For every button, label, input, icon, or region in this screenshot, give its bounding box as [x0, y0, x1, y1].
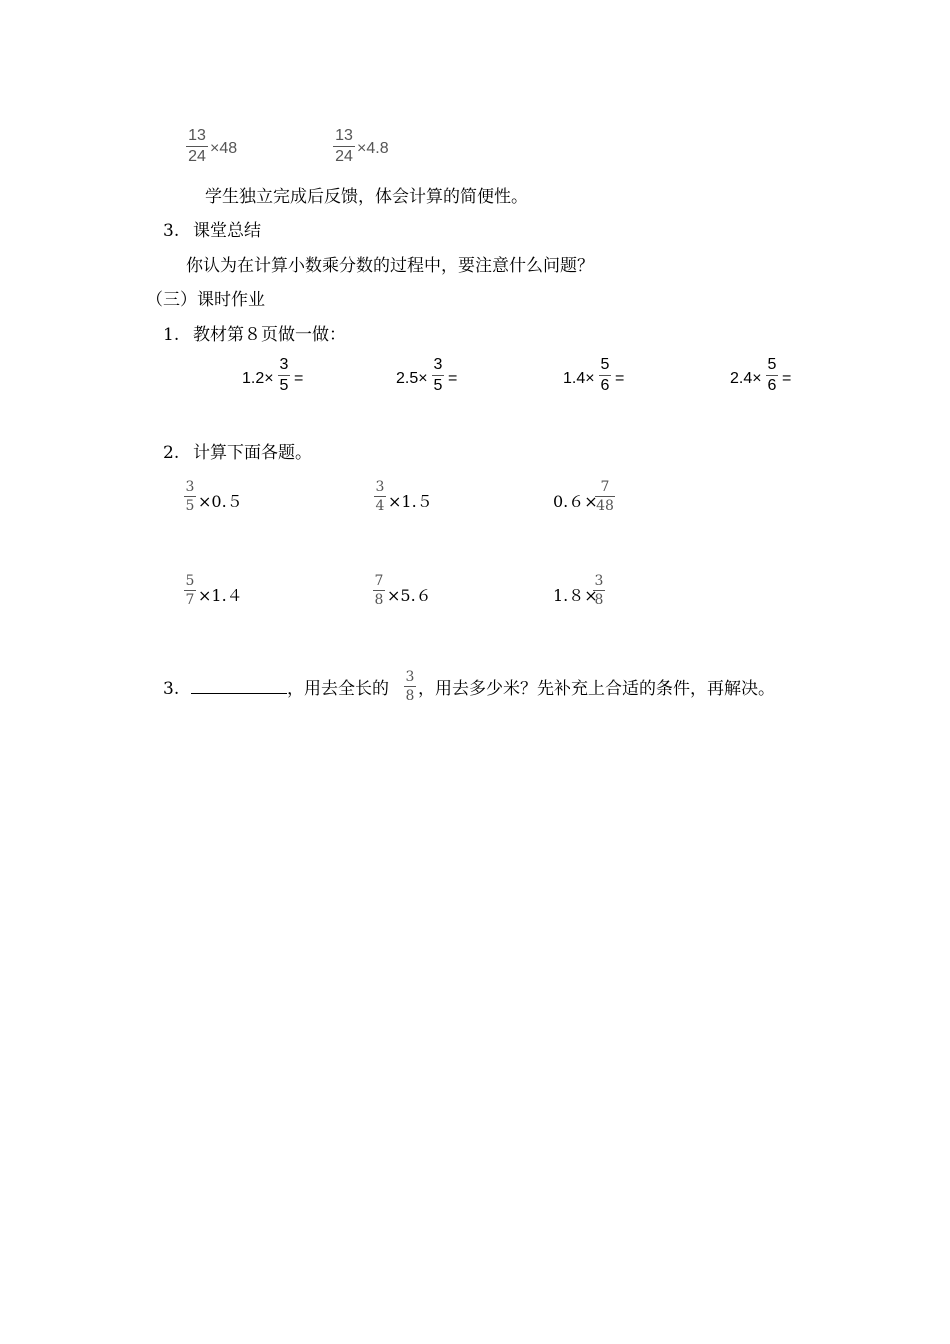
homework-heading: （三）课时作业 [146, 290, 265, 310]
fraction-denominator: 5 [185, 498, 195, 514]
expression-lead: 0.６× [553, 492, 598, 511]
summary-number: 3. [163, 221, 180, 241]
q1-item-equals: = [782, 370, 792, 387]
fraction-denominator: 24 [335, 148, 353, 165]
q1-item-lead: 2.4× [730, 370, 762, 387]
feedback-line: 学生独立完成后反馈，体会计算的简便性。 [205, 187, 528, 207]
fraction-numerator: 5 [600, 356, 610, 373]
fraction-numerator: 7 [600, 479, 610, 495]
fraction-numerator: 3 [433, 356, 443, 373]
fraction-denominator: 5 [279, 377, 289, 394]
q1-item-lead: 2.5× [396, 370, 428, 387]
q3-text-before: ，用去全长的 [287, 679, 389, 699]
fraction-numerator: 5 [185, 573, 195, 589]
fraction-denominator: 48 [596, 498, 614, 514]
expression-rest: ×5.６ [387, 586, 432, 605]
q3-blank [191, 677, 287, 696]
fraction-denominator: 8 [594, 592, 604, 608]
q1-item-equals: = [294, 370, 304, 387]
fraction-numerator: 3 [279, 356, 289, 373]
fraction-numerator: 3 [375, 479, 385, 495]
expression-rest: ×0.５ [198, 492, 243, 511]
fraction-numerator: 13 [335, 127, 353, 144]
q3-text-after: ，用去多少米？先补充上合适的条件，再解决。 [418, 679, 775, 699]
q1-number: 1. [163, 325, 180, 345]
fraction-denominator: 4 [375, 498, 385, 514]
q3-number: 3. [163, 679, 180, 699]
fraction-numerator: 3 [594, 573, 604, 589]
summary-question: 你认为在计算小数乘分数的过程中，要注意什么问题？ [186, 256, 594, 276]
fraction-numerator: 13 [188, 127, 206, 144]
fraction-numerator: 5 [767, 356, 777, 373]
fraction-denominator: 24 [188, 148, 206, 165]
fraction-denominator: 6 [600, 377, 610, 394]
q1-item-lead: 1.4× [563, 370, 595, 387]
expression-rest: ×48 [210, 140, 238, 157]
fraction-denominator: 6 [767, 377, 777, 394]
fraction-numerator: 7 [374, 573, 384, 589]
fraction-numerator: 3 [405, 669, 415, 685]
expression-rest: ×1.５ [388, 492, 433, 511]
q2-title: 计算下面各题。 [193, 443, 312, 463]
fraction-numerator: 3 [185, 479, 195, 495]
expression-lead: 1.８× [553, 586, 598, 605]
fraction-denominator: 7 [185, 592, 195, 608]
expression-rest: ×1.４ [198, 586, 243, 605]
q1-item-equals: = [615, 370, 625, 387]
summary-title: 课堂总结 [193, 221, 261, 241]
fraction-denominator: 5 [433, 377, 443, 394]
fraction-denominator: 8 [405, 688, 415, 704]
q1-item-equals: = [448, 370, 458, 387]
fraction-denominator: 8 [374, 592, 384, 608]
expression-rest: ×4.8 [357, 140, 389, 157]
q1-title: 教材第８页做一做： [193, 325, 346, 345]
q2-number: 2. [163, 443, 180, 463]
q1-item-lead: 1.2× [242, 370, 274, 387]
